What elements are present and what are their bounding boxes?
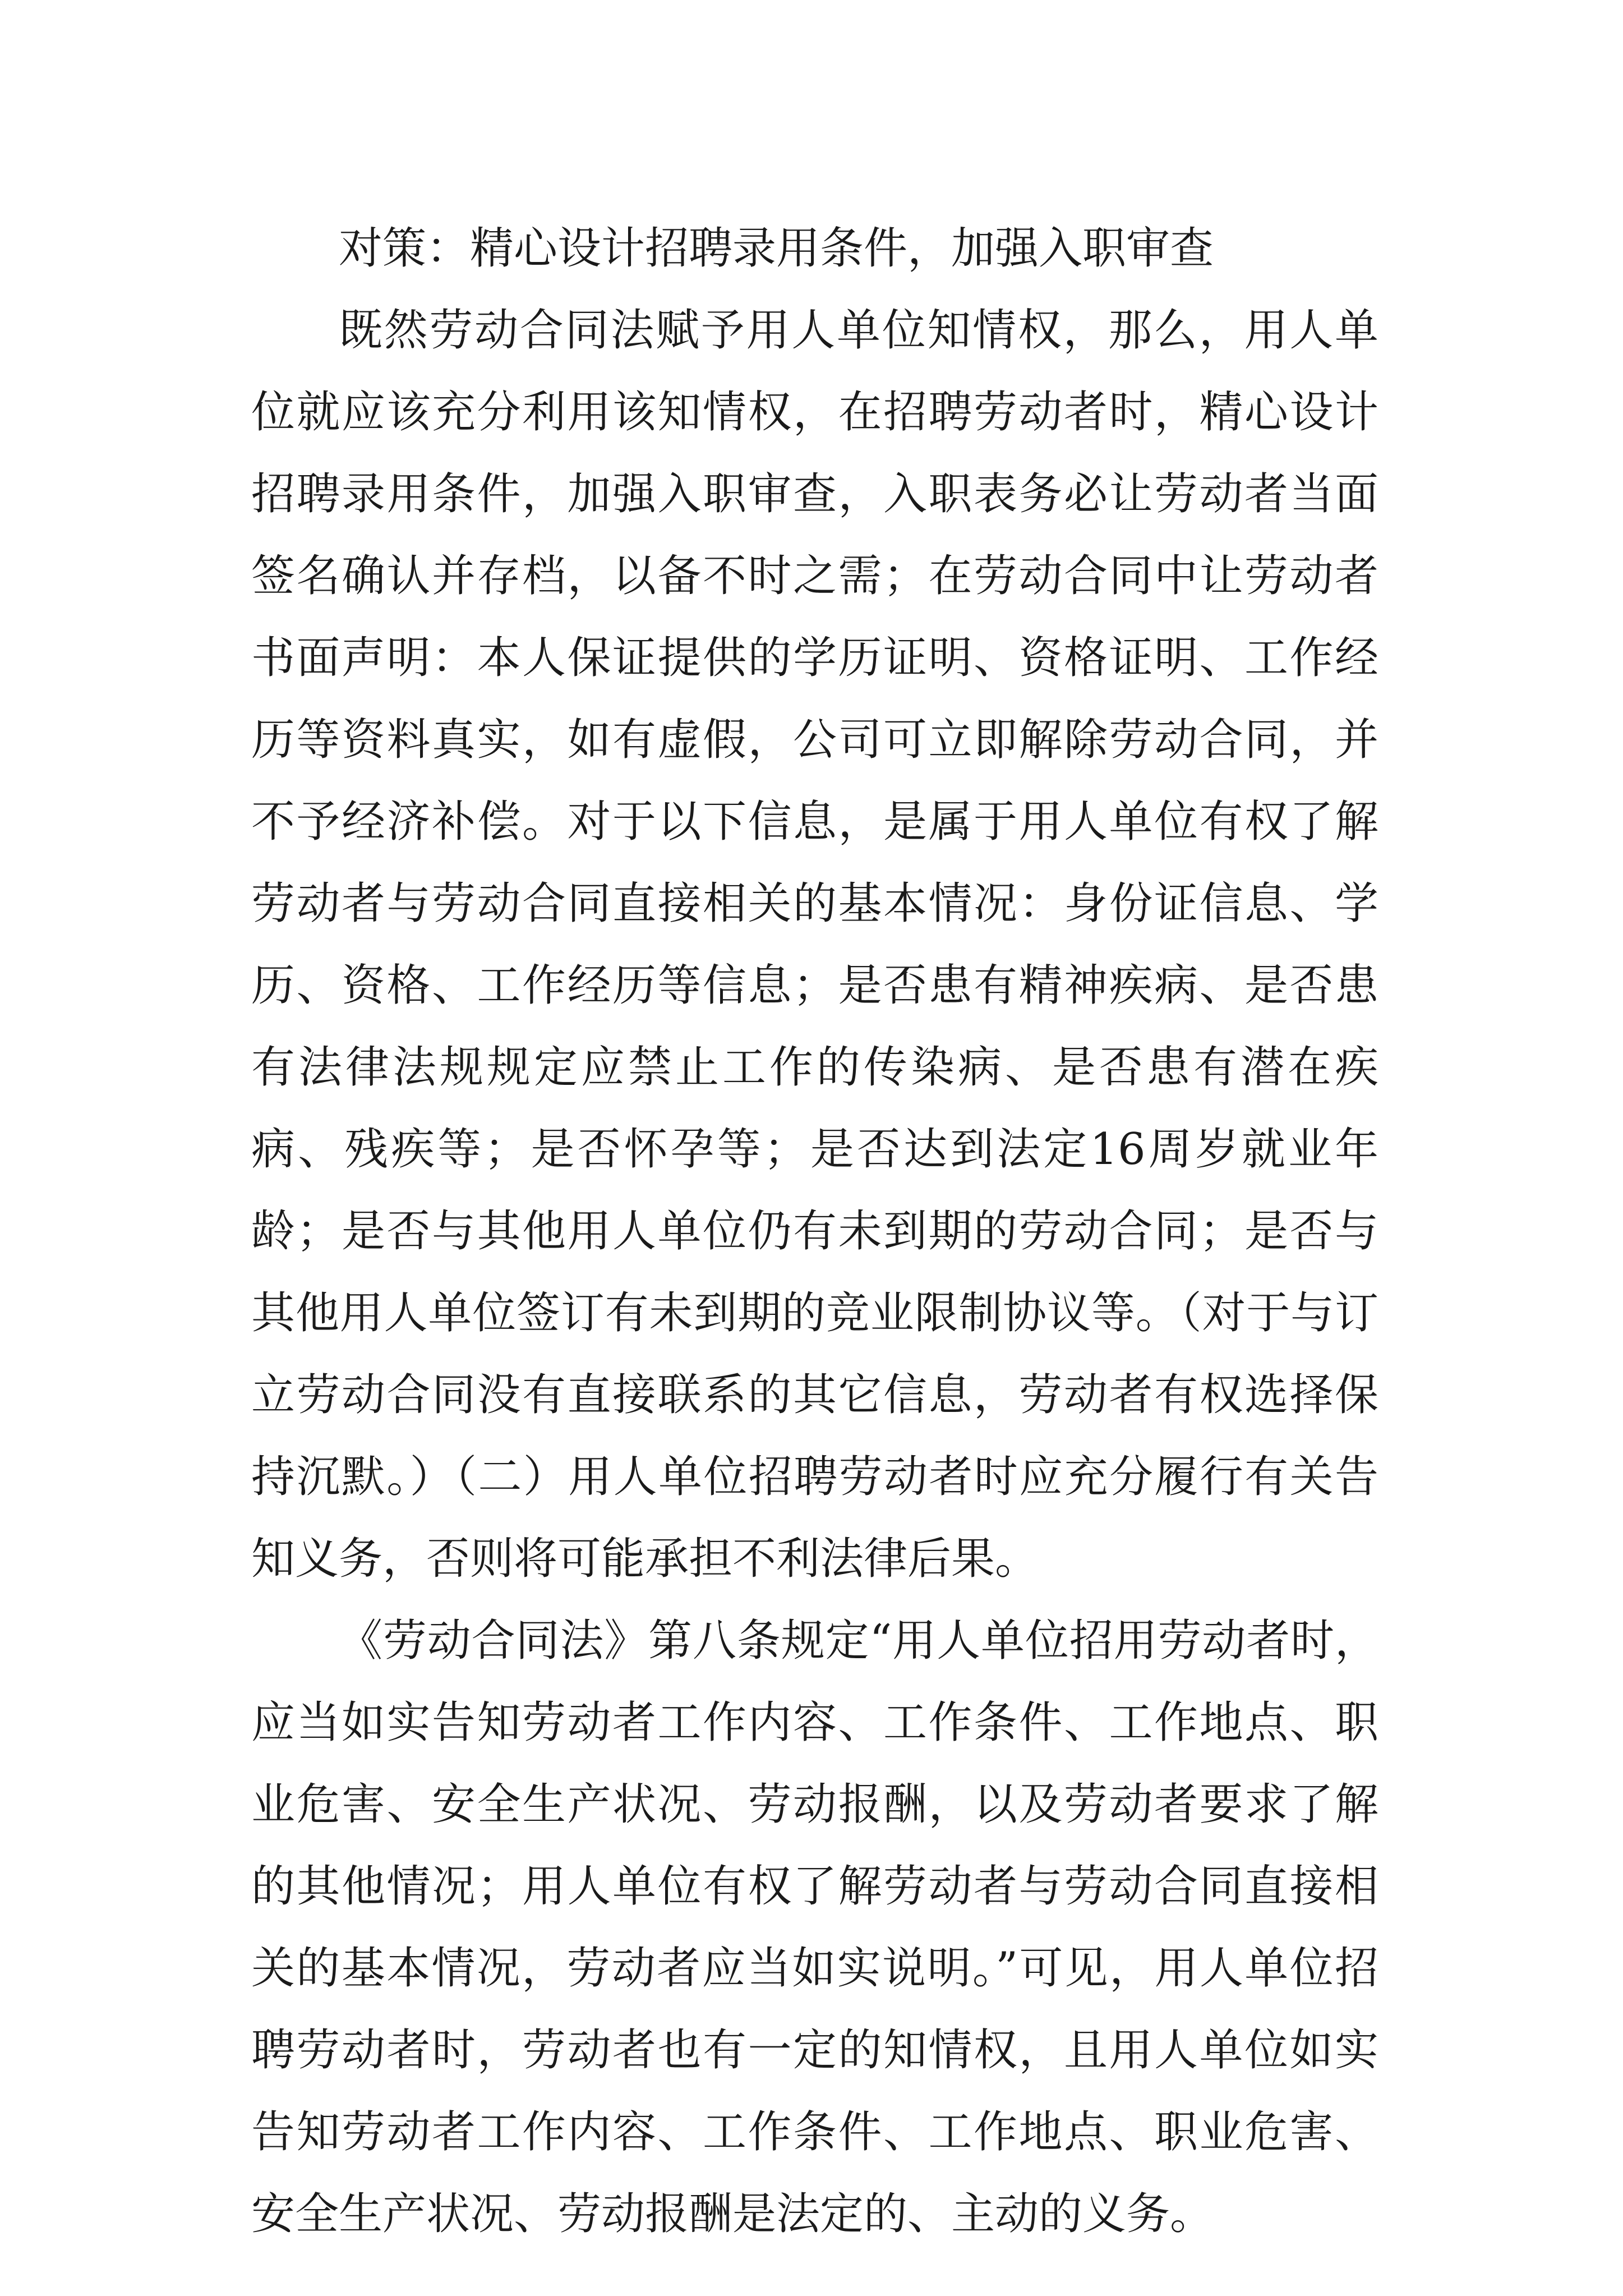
section-heading: 对策：精心设计招聘录用条件，加强入职审查 — [339, 223, 1214, 274]
paragraph-1: 既然劳动合同法赋予用人单位知情权，那么，用人单位就应该充分利用该知情权，在招聘劳动者时，精心设计招聘录用条件，加强入职审查，入职表务必让劳动者当面签名确认并存档，以备不时之需；在劳动合同中让劳动者书面声明：本人保证提供的学历证明、资格证明、工作经历等资料真实，如有虚假，公司可立即解除劳动合同，并不予经济补偿。对于以下信息，是属于用人单位有权了解劳动者与劳动合同直接相关的基本情况：身份证信息、学历、资格、工作经历等信息；是否患有精神疾病、是否患有法律法规规定应禁止工作的传染病、是否患有潜在疾病、残疾等；是否怀孕等；是否达到法定16周岁就业年龄；是否与其他用人单位仍有未到期的劳动合同；是否与其他用人单位签订有未到期的竞业限制协议等。（对于与订立劳动合同没有直接联系的其它信息，劳动者有权选择保持沉默。）（二）用人单位招聘劳动者时应充分履行有关告知义务，否则将可能承担不利法律后果。 — [251, 305, 1378, 1584]
document-body — [251, 208, 1378, 2255]
paragraph-2: 《劳动合同法》第八条规定“用人单位招用劳动者时，应当如实告知劳动者工作内容、工作条件、工作地点、职业危害、安全生产状况、劳动报酬，以及劳动者要求了解的其他情况；用人单位有权了解劳动者与劳动合同直接相关的基本情况，劳动者应当如实说明。”可见，用人单位招聘劳动者时，劳动者也有一定的知情权，且用人单位如实告知劳动者工作内容、工作条件、工作地点、职业危害、安全生产状况、劳动报酬是法定的、主动的义务。 — [251, 1616, 1378, 2239]
